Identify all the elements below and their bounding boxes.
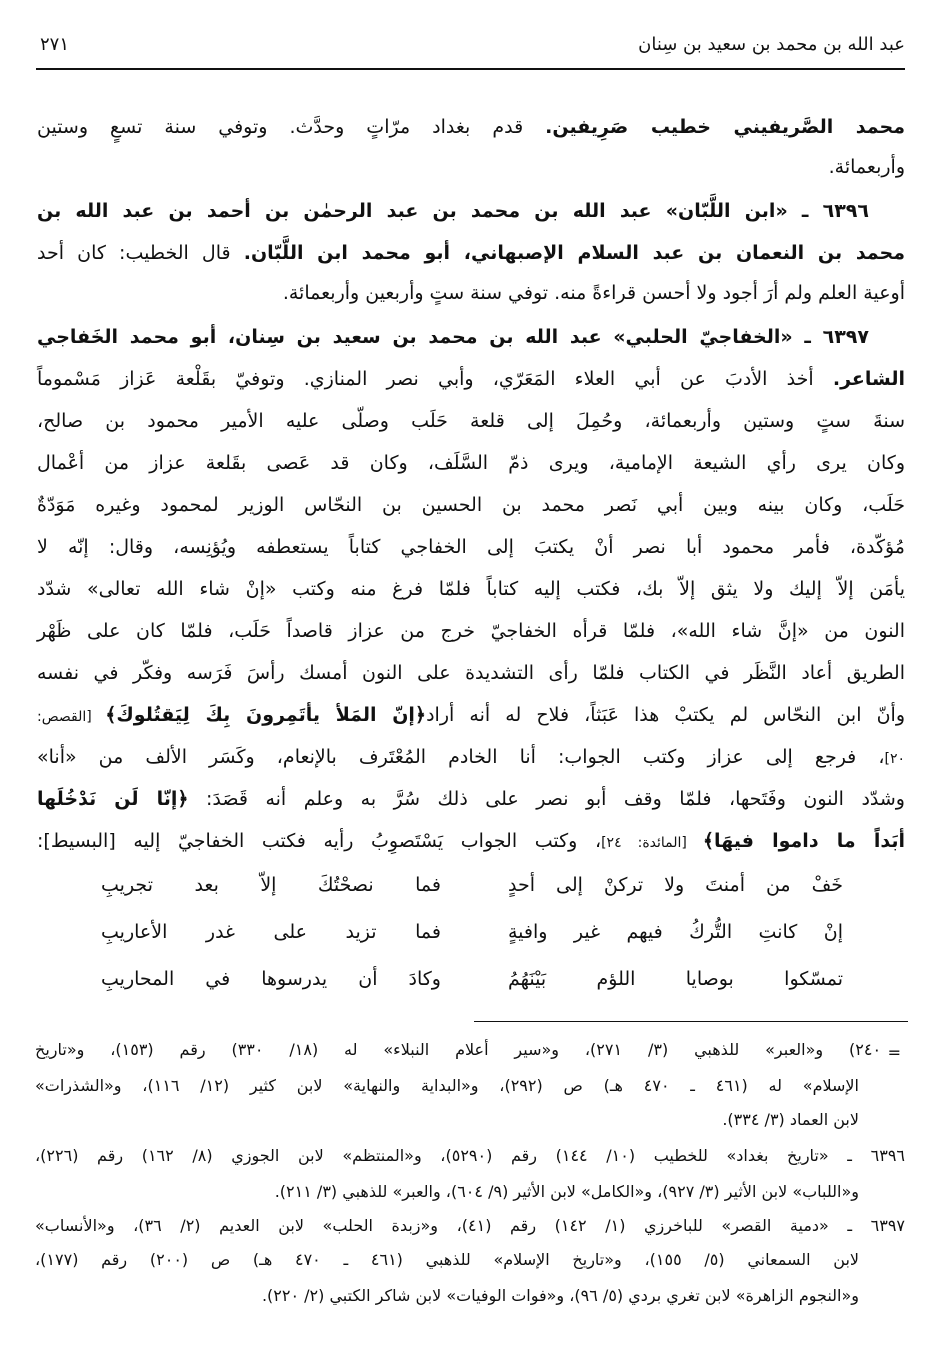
text-segment: أخذ الأدبَ عن أبي العلاء المَعَرّي، وأبي نصر المنازي. وتوفيّ بقَلْعة عَزاز مَسْموماً	[37, 368, 833, 390]
text-line	[37, 832, 905, 851]
text-segment: حَلَب، وكان بينه وبين أبي نَصر محمد بن الحسين بن النحّاس الوزير لمحمود وغيره مَوَدّةٌ	[37, 494, 905, 516]
text-segment: الطريق أعاد النَّظَر في الكتاب فلمّا رأى التشديدة على النون أمسك رأسَ فَرَسه وفكّر في نفسه	[37, 662, 905, 684]
citation: ٢٠]	[884, 751, 905, 767]
text-segment: وشدّد النون وفَتَحها، فلمّا وقف أبو نصر على ذلك سُرَّ به وعلم أنه قَصَدَ:	[188, 788, 905, 810]
text-segment: وأربعمائة.	[828, 156, 905, 178]
text-segment: وأنّ ابن النحّاس لم يكتبْ هذا عَبَثاً، فلاح له أنه أراد	[426, 704, 906, 726]
bold-text: أبَداً ما داموا فيهَا﴾	[702, 830, 905, 852]
text-line	[37, 328, 905, 347]
verse-second-hemistich: وكادَ أن يدرسوها في المحاريبِ	[101, 968, 441, 990]
footnote-separator	[474, 1021, 908, 1022]
text-line	[37, 284, 905, 303]
citation: [المائدة: ٢٤]	[601, 835, 703, 851]
bold-text: ٦٣٩٦ ـ «ابن اللَّبّان» عبد الله بن محمد بن عبد الرحمٰن بن أحمد بن عبد الله بن	[37, 200, 869, 222]
text-segment: قدم بغداد مرّاتٍ وحدَّث. وتوفي سنة تسعٍ وستين	[37, 116, 546, 138]
footnote-line: ٦٣٩٧ ـ «دمية القصر» للباخرزي (١/ ١٤٢) رقم (٤١)، و«زبدة الحلب» لابن العديم (٢/ ٣٦)، و«الأنساب»	[35, 1216, 906, 1235]
text-line	[37, 664, 905, 683]
text-segment: سنةَ ستٍ وستين وأربعمائة، وحُمِلَ إلى قلعة حَلَب وصلّى عليه الأمير محمود بن صالح،	[37, 410, 905, 432]
running-header-title: عبد الله بن محمد بن سعيد بن سِنان	[638, 34, 905, 55]
header-rule	[36, 68, 905, 70]
verse-first-hemistich: إنْ كانتِ التُّركُ فيهم غير وافيةٍ	[508, 921, 843, 943]
text-segment: النون من «إنَّ شاء الله»، فلمّا قرأه الخفاجيّ خرج من عزاز قاصداً حَلَب، فلمّا كان على ظَهْر	[37, 620, 905, 642]
text-segment: أوعية العلم ولم أرَ أجود ولا أحسن قراءةً منه. توفي سنة ستٍ وأربعين وأربعمائة.	[282, 282, 905, 304]
text-segment: يأمَن إلاّ إليك ولا يثق إلاّ بك، فكتب إليه كتاباً فلمّا فرغ منه وكتب «إنْ شاء الله تعالى» شدّد	[37, 578, 905, 600]
text-segment: مُؤكّدة، فأمر محمود أبا نصر أنْ يكتبَ إلى الخفاجي كتاباً يستعطفه ويُؤنِسه، وقال: إنّه لا	[37, 536, 905, 558]
text-segment: ، فرجع إلى عزاز وكتب الجواب: أنا الخادم المُعْتَرف بالإنعام، وكَسَر الألف من «أنا»	[37, 746, 885, 768]
text-line	[37, 538, 905, 557]
citation: [القصص:	[37, 709, 106, 725]
verse-first-hemistich: تمسّكوا بوصايا اللؤم بَيْنَهُمُ	[508, 968, 843, 990]
footnote-line: لابن السمعاني (٥/ ١٥٥)، و«تاريخ الإسلام» للذهبي (٤٦١ ـ ٤٧٠ هـ) ص (٢٠٠) رقم (١٧٧)،	[35, 1250, 860, 1269]
text-line	[37, 748, 905, 767]
bold-text: الشاعر.	[832, 368, 905, 390]
text-line	[37, 370, 905, 389]
footnote-line: ٦٣٩٦ ـ «تاريخ بغداد» للخطيب (١٠/ ١٤٤) رقم (٥٢٩٠)، و«المنتظم» لابن الجوزي (٨/ ١٦٢) رقم (٢٢٦)،	[35, 1146, 905, 1165]
text-line	[37, 496, 905, 515]
text-line	[37, 118, 905, 137]
text-line	[37, 202, 905, 221]
text-line	[37, 580, 905, 599]
text-line	[37, 244, 905, 263]
page-number: ٢٧١	[40, 34, 70, 55]
text-line	[37, 158, 905, 177]
verse-second-hemistich: فما تزيد على غدر الأعاريبِ	[101, 921, 441, 943]
text-segment: قال الخطيب: كان أحد	[37, 242, 244, 264]
text-line	[37, 412, 905, 431]
footnote-line: ٢٤٠) و«العبر» للذهبي (٣/ ٢٧١)، و«سير أعلام النبلاء» له (١٨/ ٣٣٠) رقم (١٥٣)، و«تاريخ	[35, 1040, 882, 1059]
bold-text: محمد بن النعمان بن عبد السلام الإصبهاني، أبو محمد ابن اللَّبّان.	[243, 242, 905, 264]
footnote-line: لابن العماد (٣/ ٣٣٤).	[722, 1110, 859, 1129]
text-line	[37, 706, 905, 725]
verse-second-hemistich: فما نصحْتُكَ إلاّ بعد تجريبِ	[101, 874, 441, 896]
footnote-line: الإسلام» له (٤٦١ ـ ٤٧٠ هـ) ص (٢٩٢)، و«البداية والنهاية» لابن كثير (١٢/ ١١٦)، و«الشذرات»	[35, 1076, 860, 1095]
text-line	[37, 454, 905, 473]
verse-first-hemistich: خَفْ من أمنتَ ولا تركنْ إلى أحدٍ	[508, 874, 843, 896]
text-segment: ، وكتب الجواب يَسْتَصوِبُ رأيه فكتب الخفاجيّ إليه [البسيط]:	[37, 830, 602, 852]
text-line	[37, 622, 905, 641]
text-segment: وكان يرى رأي الشيعة الإمامية، ويرى ذمّ السَّلَف، وكان قد عَصى بقَلعة عزاز من أعْمال	[37, 452, 905, 474]
footnote-line: و«النجوم الزاهرة» لابن تغري بردي (٥/ ٩٦)، و«فوات الوفيات» لابن شاكر الكتبي (٢/ ٢٢٠).	[261, 1286, 859, 1305]
footnote-line: و«اللباب» لابن الأثير (٣/ ٩٢٧)، و«الكامل» لابن الأثير (٩/ ٦٠٤)، والعبر» للذهبي (٣/ ٢١١).	[274, 1182, 859, 1201]
bold-text: ٦٣٩٧ ـ «الخفاجيّ الحلبي» عبد الله بن محمد بن سعيد بن سِنان، أبو محمد الخَفاجي	[37, 326, 869, 348]
footnote-continuation-mark: =	[887, 1043, 901, 1062]
bold-text: ﴿إنّا لَن نَدْخُلَها	[37, 788, 189, 810]
text-line	[37, 790, 905, 809]
bold-text: محمد الصَّريفيني خطيب صَرِيفين.	[545, 116, 905, 138]
bold-text: ﴿إنّ المَلأ يأتَمِرونَ بِكَ لِيَقتُلوكَ﴾	[105, 704, 427, 726]
